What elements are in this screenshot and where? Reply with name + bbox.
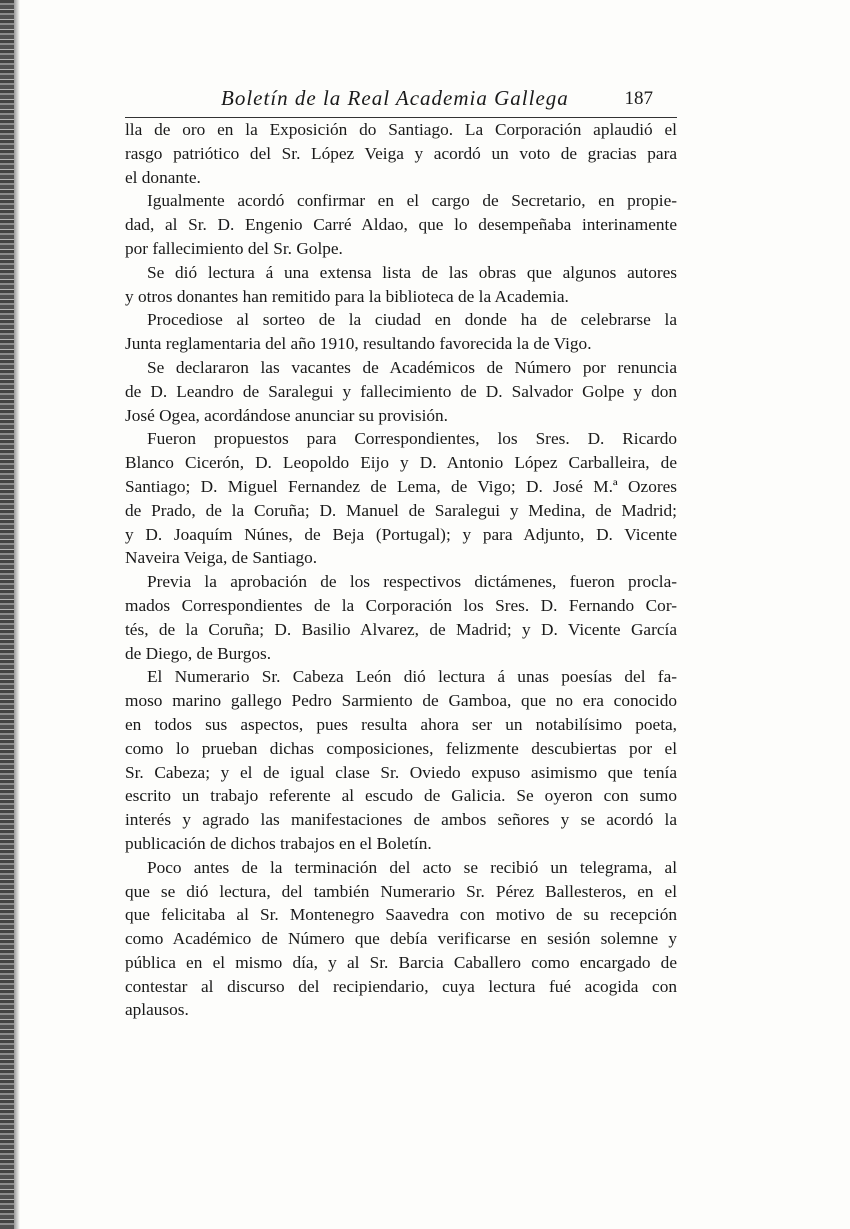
text-line: Sr. Cabeza; y el de igual clase Sr. Oviedo expuso asimismo que tenía <box>125 762 677 782</box>
text-line: Fueron propuestos para Correspondientes, los Sres. D. Ricardo <box>147 429 677 449</box>
text-line: como lo prueban dichas composiciones, felizmente descubiertas por el <box>125 738 677 758</box>
text-line: Santiago; D. Miguel Fernandez de Lema, de Vigo; D. José M.ª Ozores <box>125 476 677 496</box>
running-title: Boletín de la Real Academia Gallega <box>221 86 569 110</box>
text-line: rasgo patriótico del Sr. López Veiga y acordó un voto de gracias para <box>125 143 677 163</box>
paragraph <box>125 356 677 427</box>
text-line: José Ogea, acordándose anunciar su provisión. <box>125 405 448 425</box>
paragraph <box>125 308 677 356</box>
text-line: de D. Leandro de Saralegui y fallecimiento de D. Salvador Golpe y don <box>125 381 677 401</box>
text-line: Se declararon las vacantes de Académicos de Número por renuncia <box>147 357 677 377</box>
paragraph <box>125 856 677 1023</box>
paragraph <box>125 261 677 309</box>
text-line: Previa la aprobación de los respectivos dictámenes, fueron procla- <box>147 572 677 592</box>
text-line: como Académico de Número que debía verificarse en sesión solemne y <box>125 929 677 949</box>
text-line: interés y agrado las manifestaciones de ambos señores y se acordó la <box>125 810 677 830</box>
paragraph <box>125 118 677 189</box>
text-line: aplausos. <box>125 1000 189 1020</box>
text-line: Poco antes de la terminación del acto se recibió un telegrama, al <box>147 857 677 877</box>
page-binding-shadow <box>14 0 20 1229</box>
text-line: lla de oro en la Exposición do Santiago. La Corporación aplaudió el <box>125 120 677 139</box>
text-line: y D. Joaquím Núnes, de Beja (Portugal); y para Adjunto, D. Vicente <box>125 524 677 544</box>
text-line: Se dió lectura á una extensa lista de las obras que algunos autores <box>147 262 677 282</box>
page-binding-edge <box>0 0 14 1229</box>
text-line: moso marino gallego Pedro Sarmiento de Gamboa, que no era conocido <box>125 691 677 711</box>
text-line: pública en el mismo día, y al Sr. Barcia Caballero como encargado de <box>125 952 677 972</box>
text-line: Procediose al sorteo de la ciudad en donde ha de celebrarse la <box>147 310 677 330</box>
text-line: Junta reglamentaria del año 1910, resultando favorecida la de Vigo. <box>125 334 592 354</box>
text-line: por fallecimiento del Sr. Golpe. <box>125 238 343 258</box>
body-text <box>125 117 677 1022</box>
text-line: de Prado, de la Coruña; D. Manuel de Saralegui y Medina, de Madrid; <box>125 500 677 520</box>
paragraph <box>125 189 677 260</box>
text-line: El Numerario Sr. Cabeza León dió lectura á unas poesías del fa- <box>147 667 677 687</box>
text-line: publicación de dichos trabajos en el Boletín. <box>125 833 432 853</box>
text-line: que felicitaba al Sr. Montenegro Saavedra con motivo de su recepción <box>125 905 677 925</box>
text-line: mados Correspondientes de la Corporación los Sres. D. Fernando Cor- <box>125 595 677 615</box>
text-line: que se dió lectura, del también Numerario Sr. Pérez Ballesteros, en el <box>125 881 677 901</box>
text-line: tés, de la Coruña; D. Basilio Alvarez, de Madrid; y D. Vicente García <box>125 619 677 639</box>
paragraph <box>125 570 677 665</box>
paragraph <box>125 427 677 570</box>
text-line: Igualmente acordó confirmar en el cargo de Secretario, en propie- <box>147 191 677 211</box>
text-line: contestar al discurso del recipiendario, cuya lectura fué acogida con <box>125 976 677 996</box>
text-line: dad, al Sr. D. Engenio Carré Aldao, que lo desempeñaba interinamente <box>125 215 677 235</box>
page-header <box>125 86 677 116</box>
text-line: escrito un trabajo referente al escudo de Galicia. Se oyeron con sumo <box>125 786 677 806</box>
page-number: 187 <box>624 88 653 109</box>
text-line: y otros donantes han remitido para la biblioteca de la Academia. <box>125 286 569 306</box>
text-line: Naveira Veiga, de Santiago. <box>125 548 318 568</box>
text-line: el donante. <box>125 167 201 187</box>
text-line: Blanco Cicerón, D. Leopoldo Eijo y D. Antonio López Carballeira, de <box>125 453 677 473</box>
text-line: en todos sus aspectos, pues resulta ahora ser un notabilísimo poeta, <box>125 714 677 734</box>
paragraph <box>125 665 677 855</box>
text-line: de Diego, de Burgos. <box>125 643 272 663</box>
